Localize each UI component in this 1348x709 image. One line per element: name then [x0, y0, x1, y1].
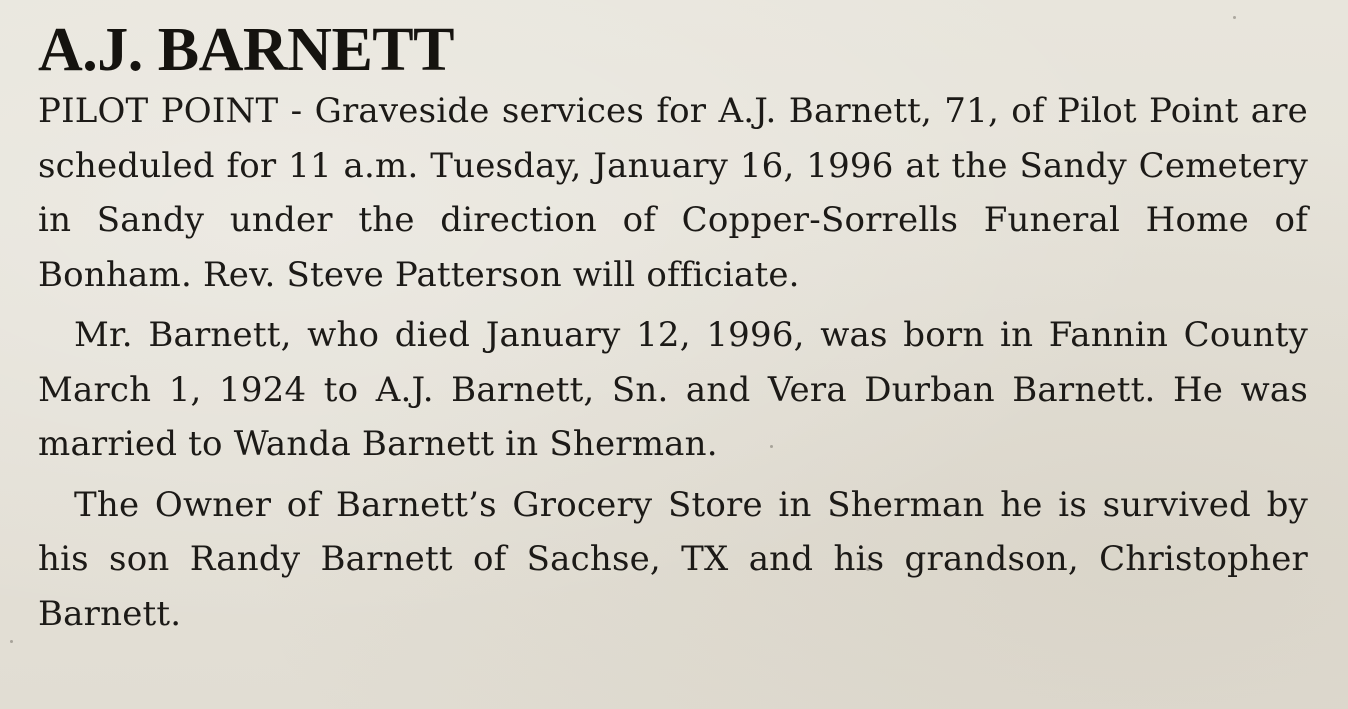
obituary-paragraph-survivors: The Owner of Barnett’s Grocery Store in Sherman he is survived by his son Randy Barnett of Sachse, TX and his grandson, Christopher Barnett.	[38, 484, 1308, 634]
paper-speck	[10, 640, 13, 643]
obituary-paragraph-services: PILOT POINT - Graveside services for A.J. Barnett, 71, of Pilot Point are scheduled for 11 a.m. Tuesday, January 16, 1996 at the Sandy Cemetery in Sandy under the direction of Copper-Sorrells Funeral Home of Bonham. Rev. Steve Patterson will officiate.	[38, 91, 1308, 295]
paper-speck	[866, 567, 870, 571]
paper-speck	[770, 445, 773, 448]
paper-speck	[1233, 16, 1236, 19]
obituary-headline: A.J. BARNETT	[38, 16, 455, 84]
obituary-paragraph-biography: Mr. Barnett, who died January 12, 1996, was born in Fannin County March 1, 1924 to A.J. Barnett, Sn. and Vera Durban Barnett. He was married to Wanda Barnett in Sherman.	[38, 315, 1308, 464]
